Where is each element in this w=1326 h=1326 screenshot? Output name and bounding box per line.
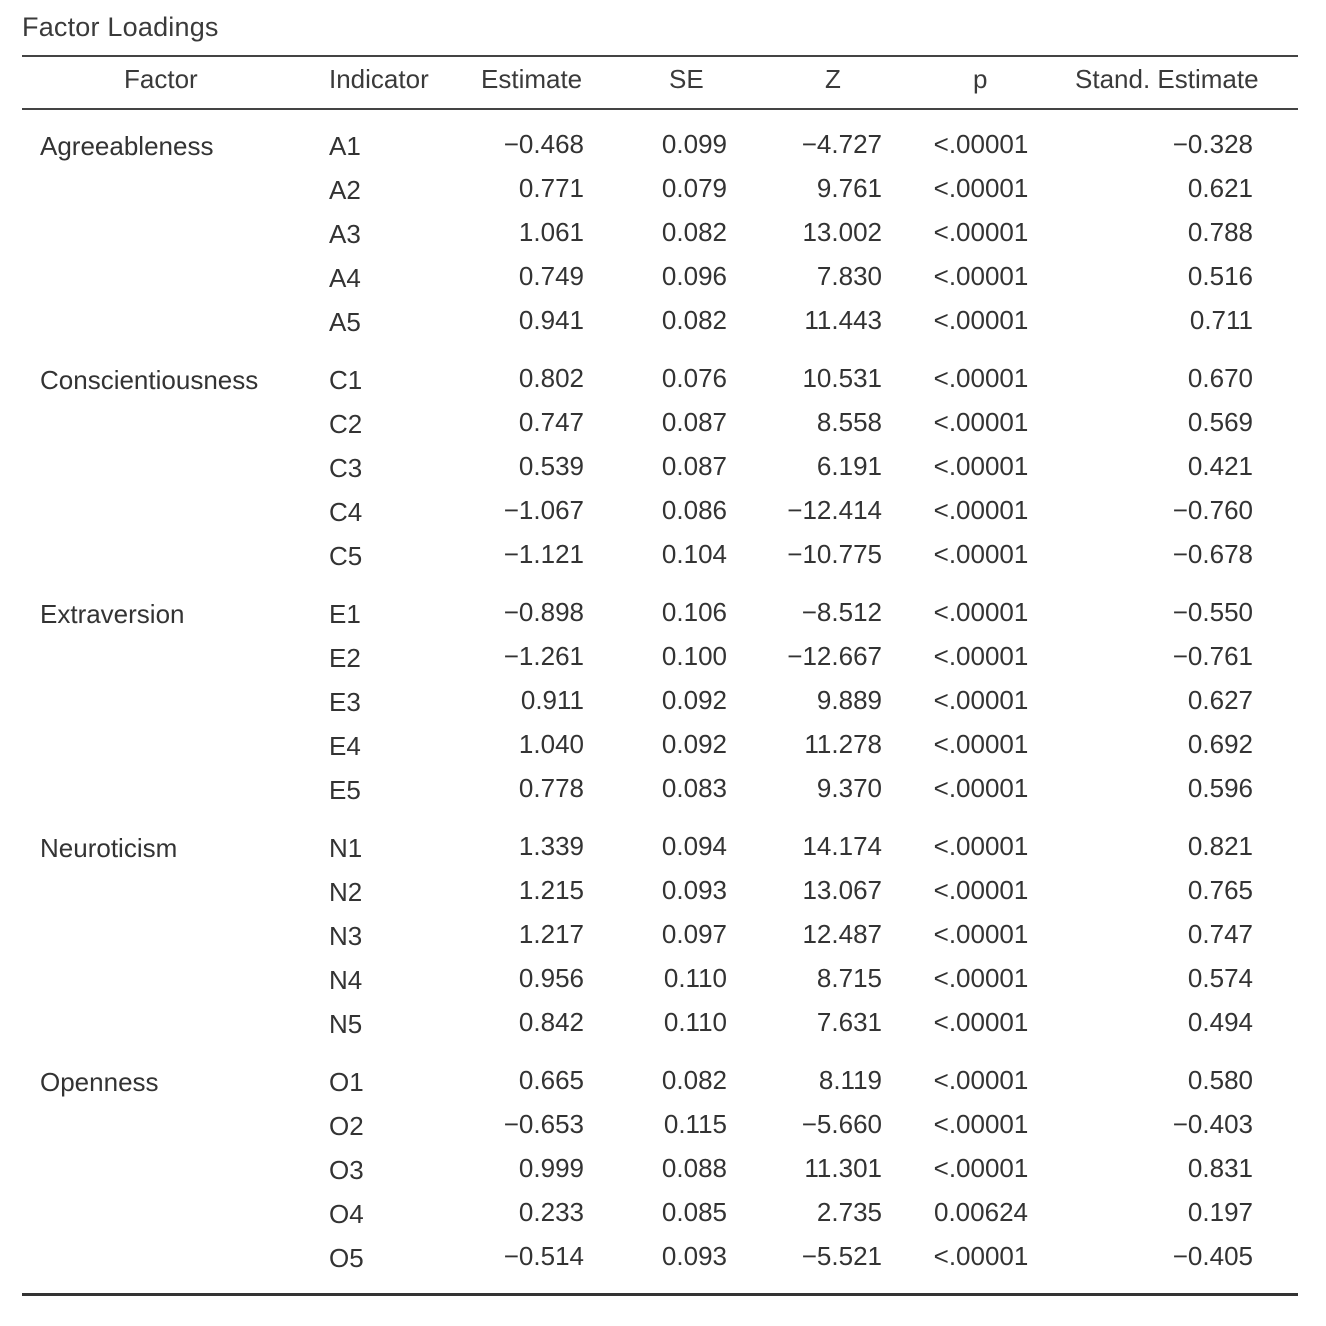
se-cell: 0.093: [661, 875, 727, 905]
estimate-cell: 0.941: [518, 305, 584, 335]
header-stand-estimate: Stand. Estimate: [1075, 64, 1259, 94]
p-cell: <.00001: [933, 963, 1029, 993]
indicator-cell: A4: [329, 263, 361, 293]
std-cell: 0.574: [1187, 963, 1253, 993]
indicator-cell: C3: [329, 453, 363, 483]
std-cell: 0.621: [1187, 173, 1253, 203]
indicator-cell: O1: [329, 1067, 364, 1097]
std-cell: 0.711: [1189, 305, 1253, 335]
std-cell: 0.494: [1187, 1007, 1253, 1037]
se-cell: 0.082: [661, 1065, 727, 1095]
std-cell: −0.678: [1172, 539, 1253, 569]
factor-label: Conscientiousness: [40, 365, 259, 395]
std-cell: 0.692: [1187, 729, 1253, 759]
indicator-cell: C1: [329, 365, 363, 395]
estimate-cell: 1.217: [518, 919, 584, 949]
z-cell: 8.119: [818, 1065, 882, 1095]
std-cell: −0.550: [1172, 597, 1253, 627]
z-cell: 7.631: [816, 1007, 882, 1037]
estimate-cell: 0.999: [518, 1153, 584, 1183]
estimate-cell: 0.539: [518, 451, 584, 481]
std-cell: −0.761: [1172, 641, 1253, 671]
z-cell: 11.301: [804, 1153, 882, 1183]
se-cell: 0.079: [661, 173, 727, 203]
z-cell: 9.370: [816, 773, 882, 803]
z-cell: −5.521: [801, 1241, 882, 1271]
z-cell: −8.512: [801, 597, 882, 627]
indicator-cell: O3: [329, 1155, 364, 1185]
indicator-cell: E1: [329, 599, 361, 629]
std-cell: −0.405: [1172, 1241, 1253, 1271]
p-cell: <.00001: [933, 685, 1029, 715]
estimate-cell: 0.747: [518, 407, 584, 437]
se-cell: 0.082: [661, 305, 727, 335]
p-cell: <.00001: [933, 451, 1029, 481]
table-title: Factor Loadings: [22, 12, 219, 42]
z-cell: −10.775: [787, 539, 882, 569]
indicator-cell: C5: [329, 541, 363, 571]
z-cell: 9.889: [816, 685, 882, 715]
header-estimate: Estimate: [481, 64, 583, 94]
estimate-cell: 0.842: [518, 1007, 584, 1037]
estimate-cell: −0.468: [503, 129, 584, 159]
factor-label: Neuroticism: [40, 833, 178, 863]
indicator-cell: O5: [329, 1243, 364, 1273]
p-cell: <.00001: [933, 363, 1029, 393]
factor-label: Openness: [40, 1067, 159, 1097]
std-cell: −0.760: [1172, 495, 1253, 525]
indicator-cell: O4: [329, 1199, 364, 1229]
p-cell: <.00001: [933, 875, 1029, 905]
std-cell: 0.747: [1187, 919, 1253, 949]
std-cell: 0.788: [1187, 217, 1253, 247]
indicator-cell: A5: [329, 307, 361, 337]
p-cell: 0.00624: [934, 1197, 1028, 1227]
indicator-cell: N5: [329, 1009, 363, 1039]
indicator-cell: A2: [329, 175, 361, 205]
indicator-cell: N1: [329, 833, 363, 863]
indicator-cell: E3: [329, 687, 361, 717]
se-cell: 0.086: [661, 495, 727, 525]
std-cell: 0.421: [1187, 451, 1253, 481]
p-cell: <.00001: [933, 407, 1029, 437]
header-z: Z: [825, 64, 841, 94]
se-cell: 0.096: [661, 261, 727, 291]
std-cell: 0.765: [1187, 875, 1253, 905]
indicator-cell: E5: [329, 775, 361, 805]
estimate-cell: 0.778: [518, 773, 584, 803]
se-cell: 0.092: [661, 685, 727, 715]
se-cell: 0.088: [661, 1153, 727, 1183]
z-cell: 11.443: [804, 305, 882, 335]
header-factor: Factor: [124, 64, 198, 94]
p-cell: <.00001: [933, 261, 1029, 291]
p-cell: <.00001: [933, 495, 1029, 525]
se-cell: 0.110: [663, 963, 727, 993]
estimate-cell: 1.215: [518, 875, 584, 905]
estimate-cell: −1.067: [503, 495, 584, 525]
estimate-cell: 1.040: [518, 729, 584, 759]
se-cell: 0.094: [661, 831, 727, 861]
std-cell: 0.596: [1187, 773, 1253, 803]
se-cell: 0.082: [661, 217, 727, 247]
se-cell: 0.087: [661, 451, 727, 481]
std-cell: 0.670: [1187, 363, 1253, 393]
p-cell: <.00001: [933, 539, 1029, 569]
estimate-cell: 0.771: [518, 173, 584, 203]
z-cell: 12.487: [802, 919, 882, 949]
z-cell: 8.558: [816, 407, 882, 437]
estimate-cell: −1.121: [503, 539, 584, 569]
p-cell: <.00001: [933, 1109, 1029, 1139]
estimate-cell: −0.514: [503, 1241, 584, 1271]
z-cell: 6.191: [816, 451, 882, 481]
indicator-cell: E2: [329, 643, 361, 673]
header-indicator: Indicator: [329, 64, 429, 94]
p-cell: <.00001: [933, 173, 1029, 203]
se-cell: 0.085: [661, 1197, 727, 1227]
std-cell: −0.328: [1172, 129, 1253, 159]
se-cell: 0.100: [661, 641, 727, 671]
z-cell: 10.531: [802, 363, 882, 393]
indicator-cell: A3: [329, 219, 361, 249]
se-cell: 0.093: [661, 1241, 727, 1271]
p-cell: <.00001: [933, 641, 1029, 671]
table-bottom-rule: [22, 1293, 1298, 1296]
indicator-cell: A1: [329, 131, 361, 161]
z-cell: 7.830: [816, 261, 882, 291]
p-cell: <.00001: [933, 597, 1029, 627]
se-cell: 0.104: [661, 539, 727, 569]
z-cell: 14.174: [802, 831, 882, 861]
p-cell: <.00001: [933, 1153, 1029, 1183]
se-cell: 0.097: [661, 919, 727, 949]
header-p: p: [973, 64, 988, 94]
estimate-cell: −1.261: [503, 641, 584, 671]
se-cell: 0.083: [661, 773, 727, 803]
p-cell: <.00001: [933, 1065, 1029, 1095]
se-cell: 0.076: [661, 363, 727, 393]
indicator-cell: N2: [329, 877, 363, 907]
z-cell: −5.660: [801, 1109, 882, 1139]
z-cell: −4.727: [801, 129, 882, 159]
header-se: SE: [669, 64, 704, 94]
z-cell: 2.735: [816, 1197, 882, 1227]
z-cell: −12.414: [787, 495, 882, 525]
p-cell: <.00001: [933, 217, 1029, 247]
estimate-cell: 1.061: [518, 217, 584, 247]
se-cell: 0.099: [661, 129, 727, 159]
indicator-cell: N3: [329, 921, 363, 951]
p-cell: <.00001: [933, 773, 1029, 803]
factor-label: Extraversion: [40, 599, 185, 629]
p-cell: <.00001: [933, 129, 1029, 159]
indicator-cell: C2: [329, 409, 363, 439]
z-cell: 13.002: [802, 217, 882, 247]
estimate-cell: 1.339: [518, 831, 584, 861]
estimate-cell: −0.653: [503, 1109, 584, 1139]
std-cell: 0.516: [1187, 261, 1253, 291]
se-cell: 0.110: [663, 1007, 727, 1037]
estimate-cell: 0.749: [518, 261, 584, 291]
indicator-cell: O2: [329, 1111, 364, 1141]
z-cell: 11.278: [804, 729, 882, 759]
se-cell: 0.087: [661, 407, 727, 437]
z-cell: 9.761: [816, 173, 882, 203]
std-cell: −0.403: [1172, 1109, 1253, 1139]
std-cell: 0.627: [1187, 685, 1253, 715]
indicator-cell: N4: [329, 965, 363, 995]
indicator-cell: C4: [329, 497, 363, 527]
estimate-cell: 0.665: [518, 1065, 584, 1095]
p-cell: <.00001: [933, 831, 1029, 861]
std-cell: 0.580: [1187, 1065, 1253, 1095]
se-cell: 0.115: [663, 1109, 727, 1139]
factor-label: Agreeableness: [40, 131, 214, 161]
estimate-cell: 0.956: [518, 963, 584, 993]
p-cell: <.00001: [933, 305, 1029, 335]
p-cell: <.00001: [933, 1007, 1029, 1037]
estimate-cell: 0.802: [518, 363, 584, 393]
p-cell: <.00001: [933, 1241, 1029, 1271]
std-cell: 0.821: [1187, 831, 1253, 861]
estimate-cell: 0.911: [520, 685, 584, 715]
indicator-cell: E4: [329, 731, 361, 761]
estimate-cell: 0.233: [518, 1197, 584, 1227]
se-cell: 0.106: [661, 597, 727, 627]
z-cell: 13.067: [802, 875, 882, 905]
std-cell: 0.569: [1187, 407, 1253, 437]
p-cell: <.00001: [933, 919, 1029, 949]
p-cell: <.00001: [933, 729, 1029, 759]
se-cell: 0.092: [661, 729, 727, 759]
estimate-cell: −0.898: [503, 597, 584, 627]
z-cell: −12.667: [787, 641, 882, 671]
z-cell: 8.715: [816, 963, 882, 993]
std-cell: 0.197: [1187, 1197, 1253, 1227]
std-cell: 0.831: [1187, 1153, 1253, 1183]
